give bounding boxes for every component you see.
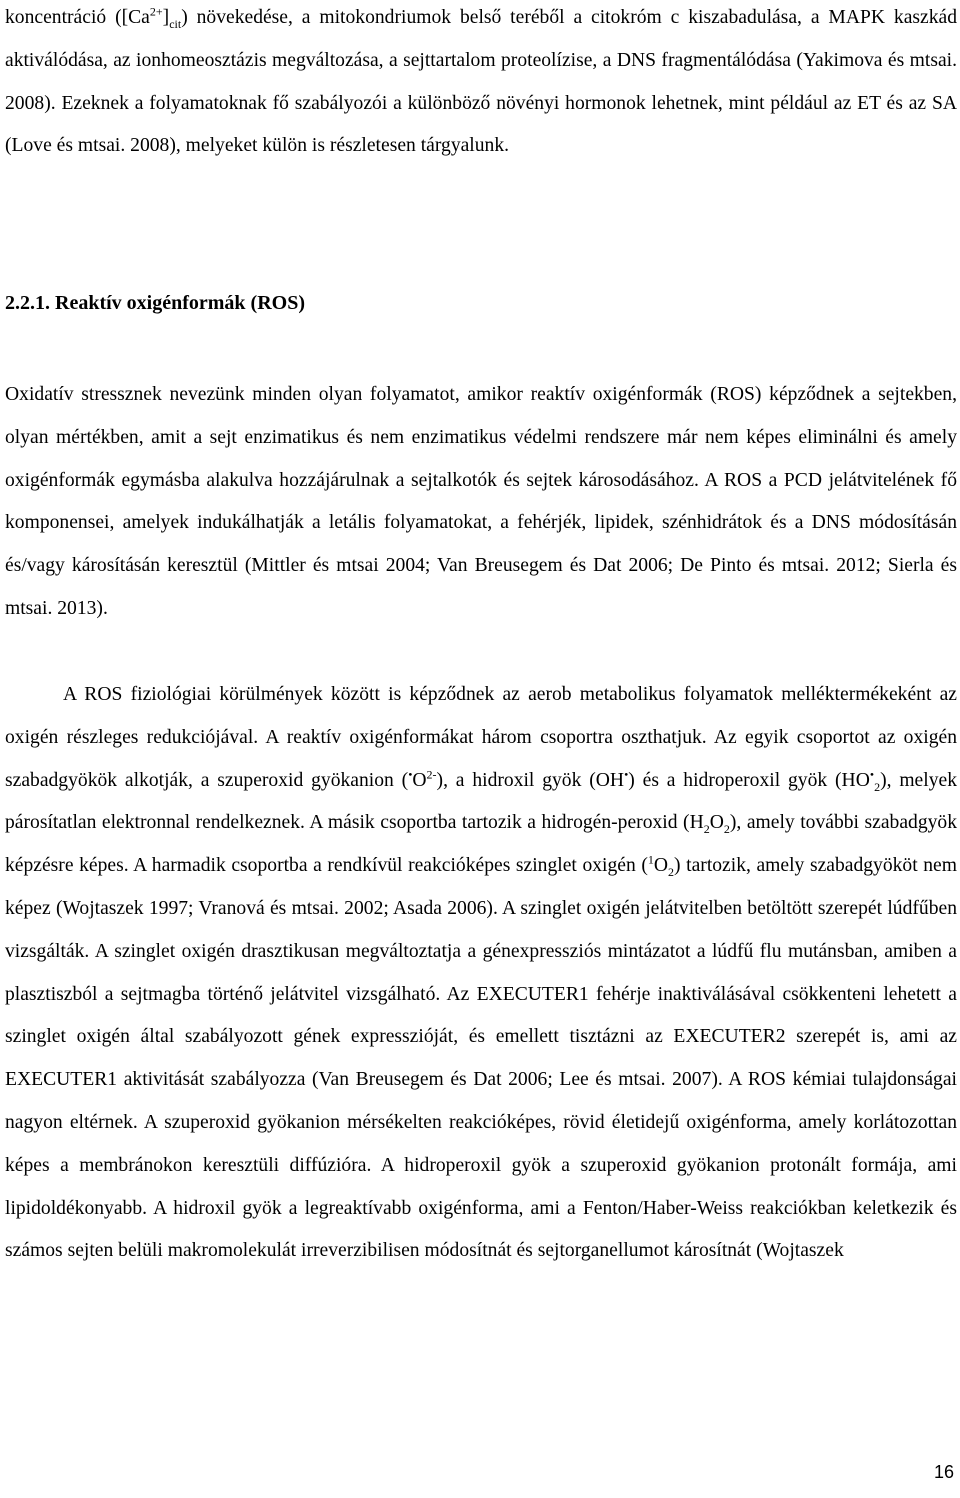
paragraph-oxidative-stress: Oxidatív stressznek nevezünk minden olyan folyamatot, amikor reaktív oxigénformák (ROS) képződnek a sejtekben, olyan mértékben, amit a sejt enzimatikus és nem enzimatikus védelmi rendszere már nem képes eliminálni és amely oxigénformák egymásba alakulva hozzájárulnak a sejtalkotók és sejtek károsodásához. A ROS a PCD jelátvitelének fő komponensei, amelyek indukálhatják a letális folyamatokat, a fehérjék, lipidek, szénhidrátok és a DNS módosításán és/vagy károsításán keresztül (Mittler és mtsai 2004; Van Breusegem és Dat 2006; De Pinto és mtsai. 2012; Sierla és mtsai. 2013).: [5, 384, 957, 619]
section-heading: 2.2.1. Reaktív oxigénformák (ROS): [5, 292, 305, 314]
paragraph-intro-continuation: koncentráció $([Ca^{2+}]_{cit})$ növekedése, a mitokondriumok belső teréből a citokróm c kiszabadulása, a MAPK kaszkád aktiválódása, az ionhomeosztázis megváltozása, a sejttartalom proteolízise, a DNS fragmentálódása (Yakimova és mtsai. 2008). Ezeknek a folyamatoknak fő szabályozói a különböző növényi hormonok lehetnek, mint például az ET és az SA (Love és mtsai. 2008), melyeket külön is részletesen tárgyalunk.: [5, 4, 958, 157]
page-number: 16: [933, 1462, 954, 1482]
paragraph-ros-types: A ROS fiziológiai körülmények között is képződnek az aerob metabolikus folyamatok melléktermékeként az oxigén részleges redukciójával. A reaktív oxigénformákat három csoportra oszthatjuk. Az egyik csoportot az oxigén szabadgyökök alkotják, a szuperoxid gyökanion $(^•O^{2-})$, a hidroxil gyök (OH•) és a hidroperoxil gyök $(HO^•_2)$, melyek párosítatlan elektronnal rendelkeznek. A másik csoportba tartozik a hidrogén-peroxid $(H_2O_2)$, amely további szabadgyök képzésre képes. A harmadik csoportba a rendkívül reakcióképes szinglet oxigén $(^1O_2)$ tartozik, amely szabadgyököt nem képez (Wojtaszek 1997; Vranová és mtsai. 2002; Asada 2006). A szinglet oxigén jelátvitelben betöltött szerepét lúdfűben vizsgálták. A szinglet oxigén drasztikusan megváltoztatja a génexpressziós mintázatot a lúdfű flu mutánsban, amiben a plasztiszból a sejtmagba történő jelátvitel vizsgálható. Az EXECUTER1 fehérje inaktiválásával csökkenteni lehetett a szinglet oxigén által szabályozott gének expresszióját, és emellett tisztázni az EXECUTER2 szerepét is, ami az EXECUTER1 aktivitását szabályozza (Van Breusegem és Dat 2006; Lee és mtsai. 2007). A ROS kémiai tulajdonságai nagyon eltérnek. A szuperoxid gyökanion mérsékelten reakcióképes, rövid életidejű oxigénforma, amely korlátozottan képes a membránokon keresztüli diffúzióra. A hidroperoxil gyök a szuperoxid gyökanion protonált formája, ami lipidoldékonyabb. A hidroxil gyök a legreaktívabb oxigénforma, ami a Fenton/Haber-Weiss reakciókban keletkezik és számos sejten belüli makromolekulát irreverzibilisen módosítnát és sejtorganellumot károsítnát (Wojtaszek: [5, 684, 958, 1262]
